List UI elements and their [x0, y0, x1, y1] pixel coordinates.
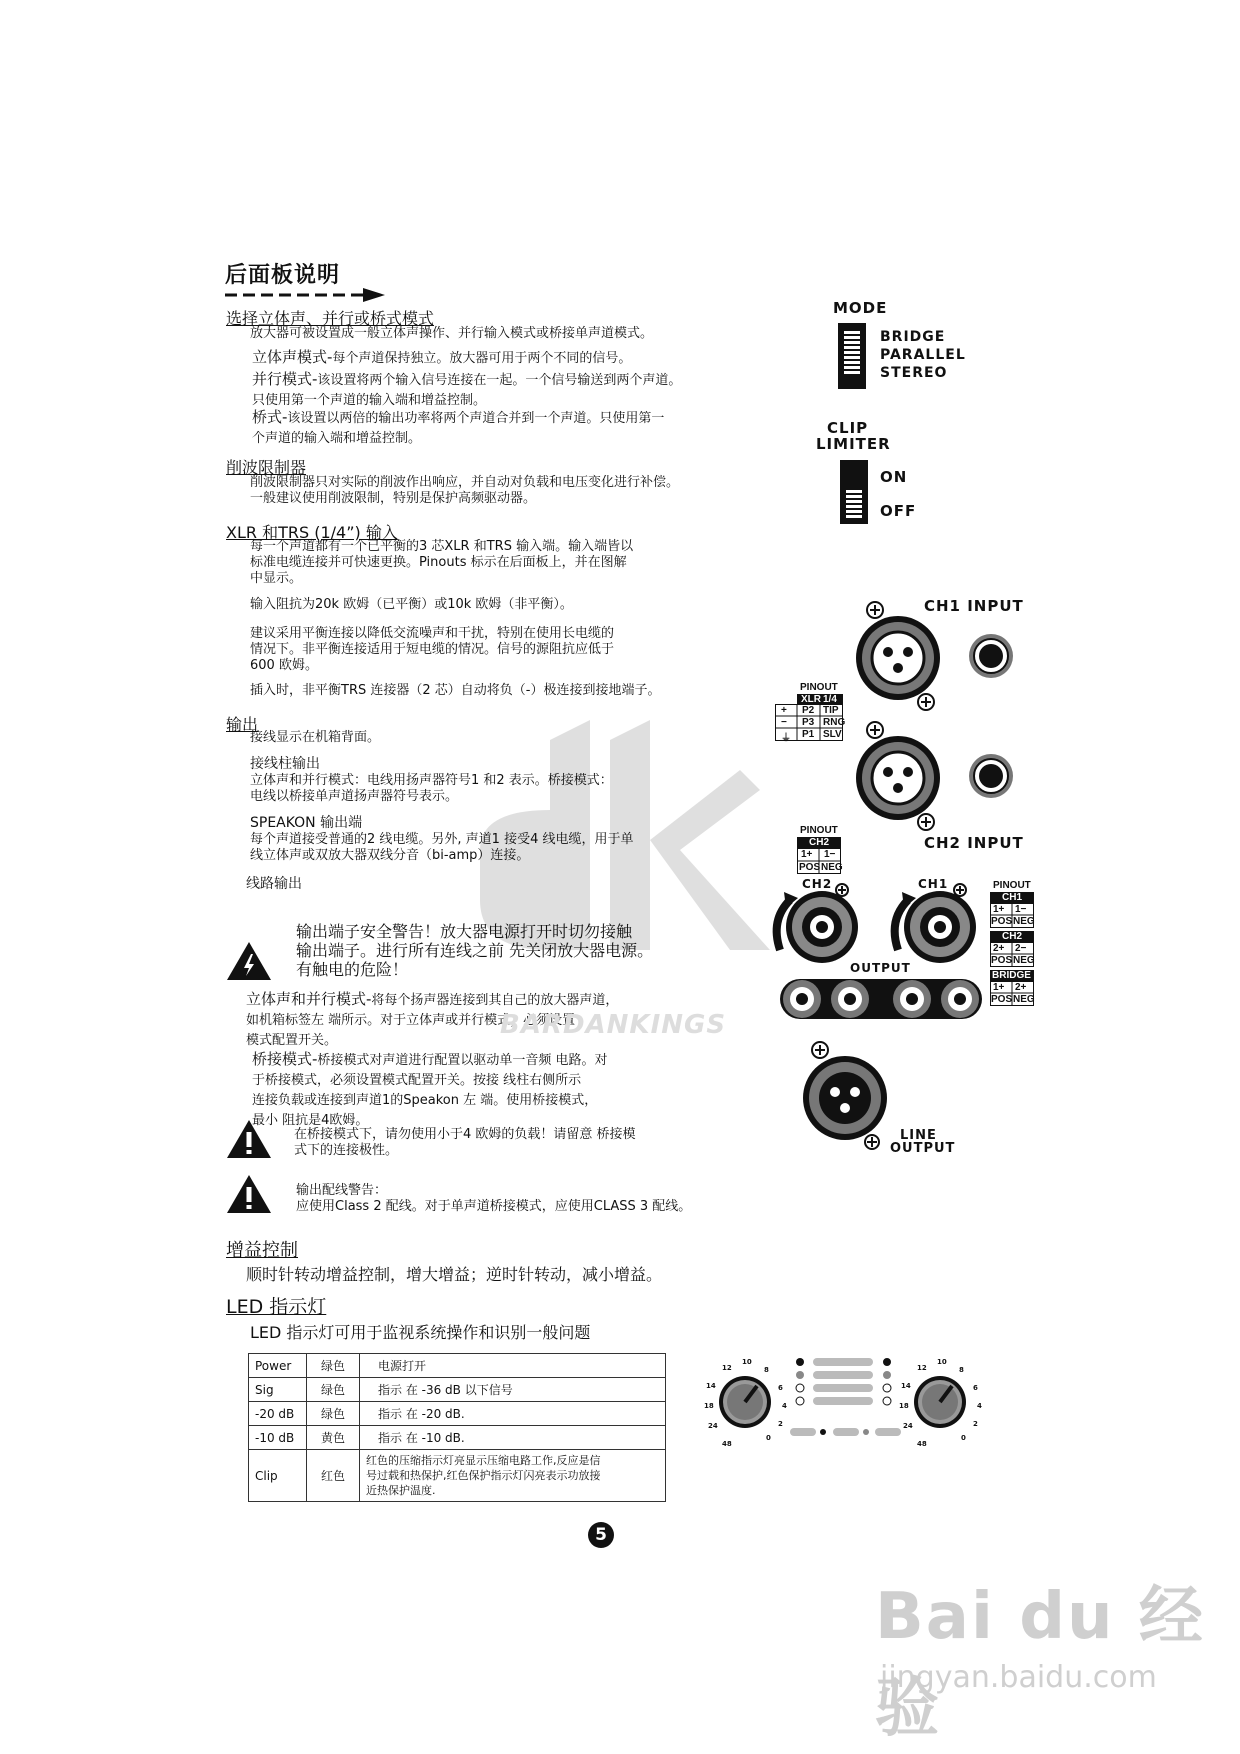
led-desc: 电源打开	[360, 1354, 666, 1378]
gain-text: 顺时针转动增益控制，增大增益；逆时针转动，减小增益。	[246, 1265, 663, 1284]
parallel-mode-text: 该设置将两个输入信号连接在一起。一个信号输送到两个声道。 只使用第一个声道的输入端和增益控制。	[252, 373, 682, 408]
line-output-connector	[800, 1040, 900, 1150]
tick: 24	[903, 1422, 913, 1430]
pinout-xlr: XLR	[801, 694, 821, 705]
pin-neg: NEG	[1013, 955, 1035, 966]
pin-p3: P3	[802, 717, 815, 728]
speakon-ch1-label: CH1	[918, 877, 949, 891]
knob-ticks-right	[899, 1358, 993, 1454]
pin-p2: P2	[802, 705, 815, 716]
speakon-text: 每个声道接受普通的2 线电缆。另外, 线立体声或双放大器双线分音（bi-amp）连接。	[250, 832, 530, 863]
led-color: 绿色	[307, 1378, 360, 1402]
led-color: 红色	[307, 1450, 360, 1502]
table-row	[249, 1354, 666, 1378]
pin-pos: POS	[991, 994, 1013, 1005]
page-number: 5	[588, 1522, 614, 1548]
brand-watermark-logo	[440, 700, 780, 1030]
caution-icon	[225, 1173, 273, 1215]
knob-ticks-left	[704, 1358, 798, 1454]
pinout-label: PINOUT	[993, 880, 1031, 891]
table-row	[249, 1450, 666, 1502]
gain-heading: 增益控制	[226, 1240, 298, 1261]
ch1-input-label: CH1 INPUT	[924, 597, 1024, 615]
pinout-label: PINOUT	[800, 825, 838, 836]
tick: 18	[704, 1402, 714, 1410]
tick: 18	[899, 1402, 909, 1410]
clip-text: 削波限制器只对实际的削波作出响应，并自动对负载和电压变化进行补偿。 一般建议使用削波限制，特别是保护高频驱动器。	[250, 475, 680, 506]
tick: 10	[742, 1358, 752, 1366]
led-desc: 指示 在 -20 dB.	[360, 1402, 666, 1426]
led-name: -10 dB	[249, 1426, 307, 1450]
led-desc: 指示 在 -10 dB.	[360, 1426, 666, 1450]
led-name: Clip	[249, 1450, 307, 1502]
tick: 48	[722, 1440, 732, 1448]
table-row	[249, 1402, 666, 1426]
speakon-connectors	[760, 880, 980, 970]
pin-pos: POS	[799, 862, 821, 873]
line-output-label-2: OUTPUT	[890, 1141, 956, 1156]
page-title: 后面板说明	[225, 263, 341, 288]
led-text: LED 指示灯可用于监视系统操作和识别一般问题	[250, 1323, 591, 1342]
tick: 0	[961, 1434, 966, 1442]
clip-limiter-switch[interactable]	[840, 460, 868, 524]
pin-1plus: 1+	[801, 849, 813, 860]
pin-neg: NEG	[1013, 994, 1035, 1005]
ch1-input-connectors	[853, 600, 1023, 715]
pin-tip: TIP	[823, 705, 839, 716]
bridge-output-text: 桥接模式对声道进行配置以驱动单一音频 电路。对 于桥接模式，必须设置模式配置开关。按接 线柱右侧所示 连接负载或连接到声道1的Speakon 左 端。使用桥接模式， 最小 阻抗是4欧姆。	[252, 1053, 608, 1128]
pinout-quarter: 1/4	[823, 694, 837, 705]
line-out-label: 线路输出	[246, 876, 302, 892]
led-color: 黄色	[307, 1426, 360, 1450]
pinout-label: PINOUT	[800, 682, 838, 693]
tick: 24	[708, 1422, 718, 1430]
pin-2plus: 2+	[1015, 982, 1027, 993]
xlr-p1: 每一个声道都有一个已平衡的3 芯XLR 和TRS 输入端。输入端皆以 标准电缆连接并可快速更换。Pinouts 标示在后面板上，并在图解 中显示。	[250, 539, 634, 586]
tick: 12	[917, 1364, 927, 1372]
pin-plus: +	[781, 705, 787, 716]
xlr-p3: 建议采用平衡连接以降低交流噪声和干扰，特别在使用长电缆的 情况下。非平衡连接适用于短电缆的情况。信号的源阻抗应低于 600 欧姆。	[250, 626, 615, 673]
bridge-mode-label: 桥式-	[252, 408, 288, 426]
pin-2minus: 2−	[1015, 943, 1027, 954]
ch2-input-connectors	[853, 720, 1023, 835]
pin-pos: POS	[991, 955, 1013, 966]
pin-minus: −	[781, 717, 787, 728]
ch2-input-label: CH2 INPUT	[924, 834, 1024, 852]
xlr-p2: 输入阻抗为20k 欧姆（已平衡）或10k 欧姆（非平衡）。	[250, 597, 573, 612]
pinout-ch2: CH2	[1002, 931, 1023, 942]
tick: 4	[782, 1402, 787, 1410]
line-output-label-1: LINE	[900, 1128, 937, 1143]
tick: 12	[722, 1364, 732, 1372]
tick: 48	[917, 1440, 927, 1448]
bridge-output-label: 桥接模式-	[252, 1050, 318, 1068]
table-row	[249, 1426, 666, 1450]
stereo-parallel-text: 将每个扬声器连接到其自己的放大器声道， 如机箱标签左 端所示。对于立体声或并行模式，必须设置 模式配置开关。	[246, 993, 619, 1048]
baidu-url: jingyan.baidu.com	[880, 1660, 1157, 1695]
electric-warning-icon	[225, 940, 273, 982]
tick: 6	[973, 1384, 978, 1392]
output-heading: 输出	[226, 715, 259, 734]
tick: 6	[778, 1384, 783, 1392]
pin-neg: NEG	[821, 862, 843, 873]
pin-1plus: 1+	[993, 904, 1005, 915]
watermark-text: BARDANKINGS	[500, 1010, 727, 1040]
mode-option-stereo: STEREO	[880, 365, 948, 381]
led-name: Power	[249, 1354, 307, 1378]
tick: 4	[977, 1402, 982, 1410]
pin-pos: POS	[991, 916, 1013, 927]
pin-2plus: 2+	[993, 943, 1005, 954]
tick: 10	[937, 1358, 947, 1366]
binding-posts	[778, 975, 984, 1023]
stereo-mode-label: 立体声模式-	[252, 348, 333, 366]
pinout-bridge: BRIDGE	[992, 970, 1031, 981]
tick: 8	[959, 1366, 964, 1374]
pin-1plus: 1+	[993, 982, 1005, 993]
electric-warning-text: 输出端子安全警告！放大器电源打开时切勿接触 输出端子。进行所有连线之前 先关闭放大器电源。 有触电的危险！	[296, 922, 654, 979]
mode-intro: 放大器可被设置成一般立体声操作、并行输入模式或桥接单声道模式。	[250, 326, 654, 341]
pinout-ch1: CH1	[1002, 892, 1023, 903]
clip-on: ON	[880, 468, 908, 486]
clip-heading: 削波限制器	[226, 458, 307, 477]
pin-rng: RNG	[823, 717, 846, 728]
tick: 0	[766, 1434, 771, 1442]
stereo-parallel-label: 立体声和并行模式-	[246, 990, 372, 1008]
pinout-ch2: CH2	[809, 837, 830, 848]
led-heading: LED 指示灯	[226, 1296, 327, 1318]
led-table	[248, 1353, 666, 1502]
mode-option-bridge: BRIDGE	[880, 329, 946, 345]
title-arrow-icon	[225, 288, 385, 302]
led-desc: 红色的压缩指示灯亮显示压缩电路工作,反应是信 号过载和热保护,红色保护指示灯闪亮表示功放接 近热保护温度.	[360, 1450, 666, 1502]
wiring-warning-text: 输出配线警告： 应使用Class 2 配线。对于单声道桥接模式，应使用CLASS 3 配线。	[296, 1183, 692, 1214]
mode-heading: 选择立体声、并行或桥式模式	[226, 309, 435, 328]
led-name: -20 dB	[249, 1402, 307, 1426]
pin-ground: ⏚	[781, 733, 791, 744]
mode-switch[interactable]	[838, 323, 866, 389]
led-name: Sig	[249, 1378, 307, 1402]
clip-label-2: LIMITER	[816, 435, 891, 453]
tick: 2	[973, 1420, 978, 1428]
pin-1minus: 1−	[1015, 904, 1027, 915]
clip-label-1: CLIP	[827, 419, 869, 437]
pin-1minus: 1−	[824, 849, 836, 860]
led-color: 绿色	[307, 1402, 360, 1426]
tick: 14	[901, 1382, 911, 1390]
baidu-logo: Bai du 经验	[875, 1580, 1205, 1746]
clip-off: OFF	[880, 502, 917, 520]
tick: 14	[706, 1382, 716, 1390]
xlr-heading: XLR 和TRS (1/4”) 输入	[226, 523, 398, 542]
mode-label: MODE	[833, 299, 888, 317]
output-intro: 接线显示在机箱背面。	[250, 730, 381, 745]
binding-title: 接线柱输出	[250, 756, 320, 772]
bridge-warning-text: 在桥接模式下，请勿使用小于4 欧姆的负载！请留意 桥接模 式下的连接极性。	[294, 1127, 636, 1158]
parallel-mode-label: 并行模式-	[252, 370, 318, 388]
tick: 2	[778, 1420, 783, 1428]
mode-option-parallel: PARALLEL	[880, 347, 966, 363]
table-row	[249, 1378, 666, 1402]
pin-p1: P1	[802, 729, 815, 740]
caution-icon	[225, 1118, 273, 1160]
led-color: 绿色	[307, 1354, 360, 1378]
pin-neg: NEG	[1013, 916, 1035, 927]
speakon-title: SPEAKON 输出端	[250, 815, 363, 831]
stereo-mode-text: 每个声道保持独立。放大器可用于两个不同的信号。	[332, 351, 632, 366]
output-label: OUTPUT	[850, 961, 911, 975]
led-desc: 指示 在 -36 dB 以下信号	[360, 1378, 666, 1402]
speakon-ch2-label: CH2	[802, 877, 833, 891]
bridge-mode-text: 该设置以两倍的输出功率将两个声道合并到一个声道。只使用第一 个声道的输入端和增益控制。	[252, 411, 665, 446]
pin-slv: SLV	[823, 729, 842, 740]
tick: 8	[764, 1366, 769, 1374]
binding-text: 立体声和并行模式：电线用扬声器符号1 和2 电线以桥接单声道扬声器符号表示。	[250, 773, 505, 804]
led-indicators	[790, 1358, 901, 1436]
xlr-p4: 插入时，非平衡TRS 连接器（2 芯）自动将负（-）极连接到接地端子。	[250, 683, 661, 698]
